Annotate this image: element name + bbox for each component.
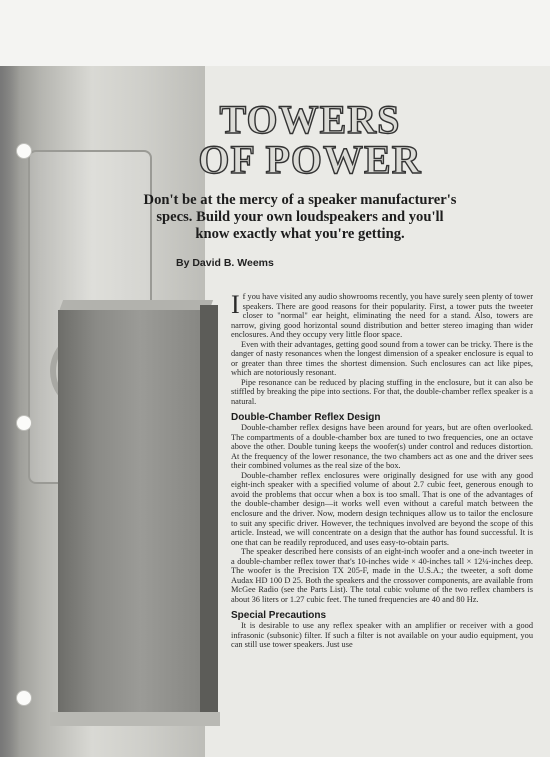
- paragraph: Double-chamber reflex designs have been around for years, but are often overlooked. The compartments of a double-chamber box are tuned to two frequencies, one an octave above the other. Double tuning keeps the woofer(s) under control and reduces distortion. At the frequency of the lower resonance, the two chambers act as one and the driver sees their combined volumes as the real size of the box.: [231, 423, 533, 471]
- article-title: [190, 97, 430, 182]
- binder-hole: [16, 415, 32, 431]
- byline: By David B. Weems: [176, 257, 274, 269]
- paragraph: If you have visited any audio showrooms recently, you have surely seen plenty of tower speakers. There are good reasons for their popularity. First, a tower puts the tweeter closer to "normal" ear height, eliminating the need for a stand. Also, towers are narrow, giving good horizontal sound distribution and better stereo imaging than wider enclosures. And they occupy very little floor space.: [231, 290, 533, 340]
- section-heading: Double-Chamber Reflex Design: [231, 411, 381, 423]
- binder-hole: [16, 690, 32, 706]
- paragraph: Pipe resonance can be reduced by placing stuffing in the enclosure, but it can also be stiffled by breaking the pipe into sections. For that, the double-chamber reflex speaker is a natural.: [231, 377, 533, 407]
- title-line-1: TOWERS: [219, 97, 401, 142]
- section-heading: Special Precautions: [231, 609, 327, 621]
- title-line-2: OF POWER: [198, 137, 422, 182]
- article-body: [231, 292, 533, 650]
- drop-cap: I: [231, 290, 240, 319]
- binder-hole: [16, 143, 32, 159]
- tower-speaker-base: [50, 712, 220, 726]
- paragraph: The speaker described here consists of an eight-inch woofer and a one-inch tweeter in a double-chamber reflex tower that's 10-inches wide × 40-inches tall × 12¼-inches deep. The woofer is the Precision TX 205-F, made in the U.S.A.; the tweeter, a soft dome Audax HD 100 D 25. Both the speakers and the crossover components, are available from McGee Radio (see the Parts List). The total cubic volume of the two reflex chambers is about 36 liters or 1.27 cubic feet. The tuned frequencies are 40 and 80 Hz.: [231, 547, 533, 604]
- tower-speaker: [58, 310, 208, 720]
- tower-speaker-side: [200, 305, 218, 717]
- page-shadow: [0, 66, 20, 757]
- paragraph: Double-chamber reflex enclosures were originally designed for use with any good eight-inch speaker with a specified volume of about 2.7 cubic feet, generous enough to avoid the problems that occur when a box is too small. That is one of the advantages of the double-chamber design—it works well even without a careful match between the enclosure and the driver. Now, modern design techniques allow us to tailor the enclosure to suit any specific driver. However, the techniques involved are beyond the scope of this article. Instead, we will concentrate on a design that the author has found successful. It is one that can be readily reproduced, and uses easy-to-obtain parts.: [231, 470, 533, 547]
- paragraph: Even with their advantages, getting good sound from a tower can be tricky. There is the danger of nasty resonances when the longest dimension of a speaker enclosure is equal to or greater than three times the shortest dimension. Such enclosures can act like pipes, which are notoriously resonant.: [231, 339, 533, 378]
- article-subtitle: Don't be at the mercy of a speaker manufacturer's specs. Build your own loudspeakers and you'll know exactly what you're getting.: [143, 192, 457, 242]
- paragraph: It is desirable to use any reflex speaker with an amplifier or receiver with a good infrasonic (subsonic) filter. If such a filter is not available on your audio equipment, you can still use tower speakers. Just use: [231, 621, 533, 650]
